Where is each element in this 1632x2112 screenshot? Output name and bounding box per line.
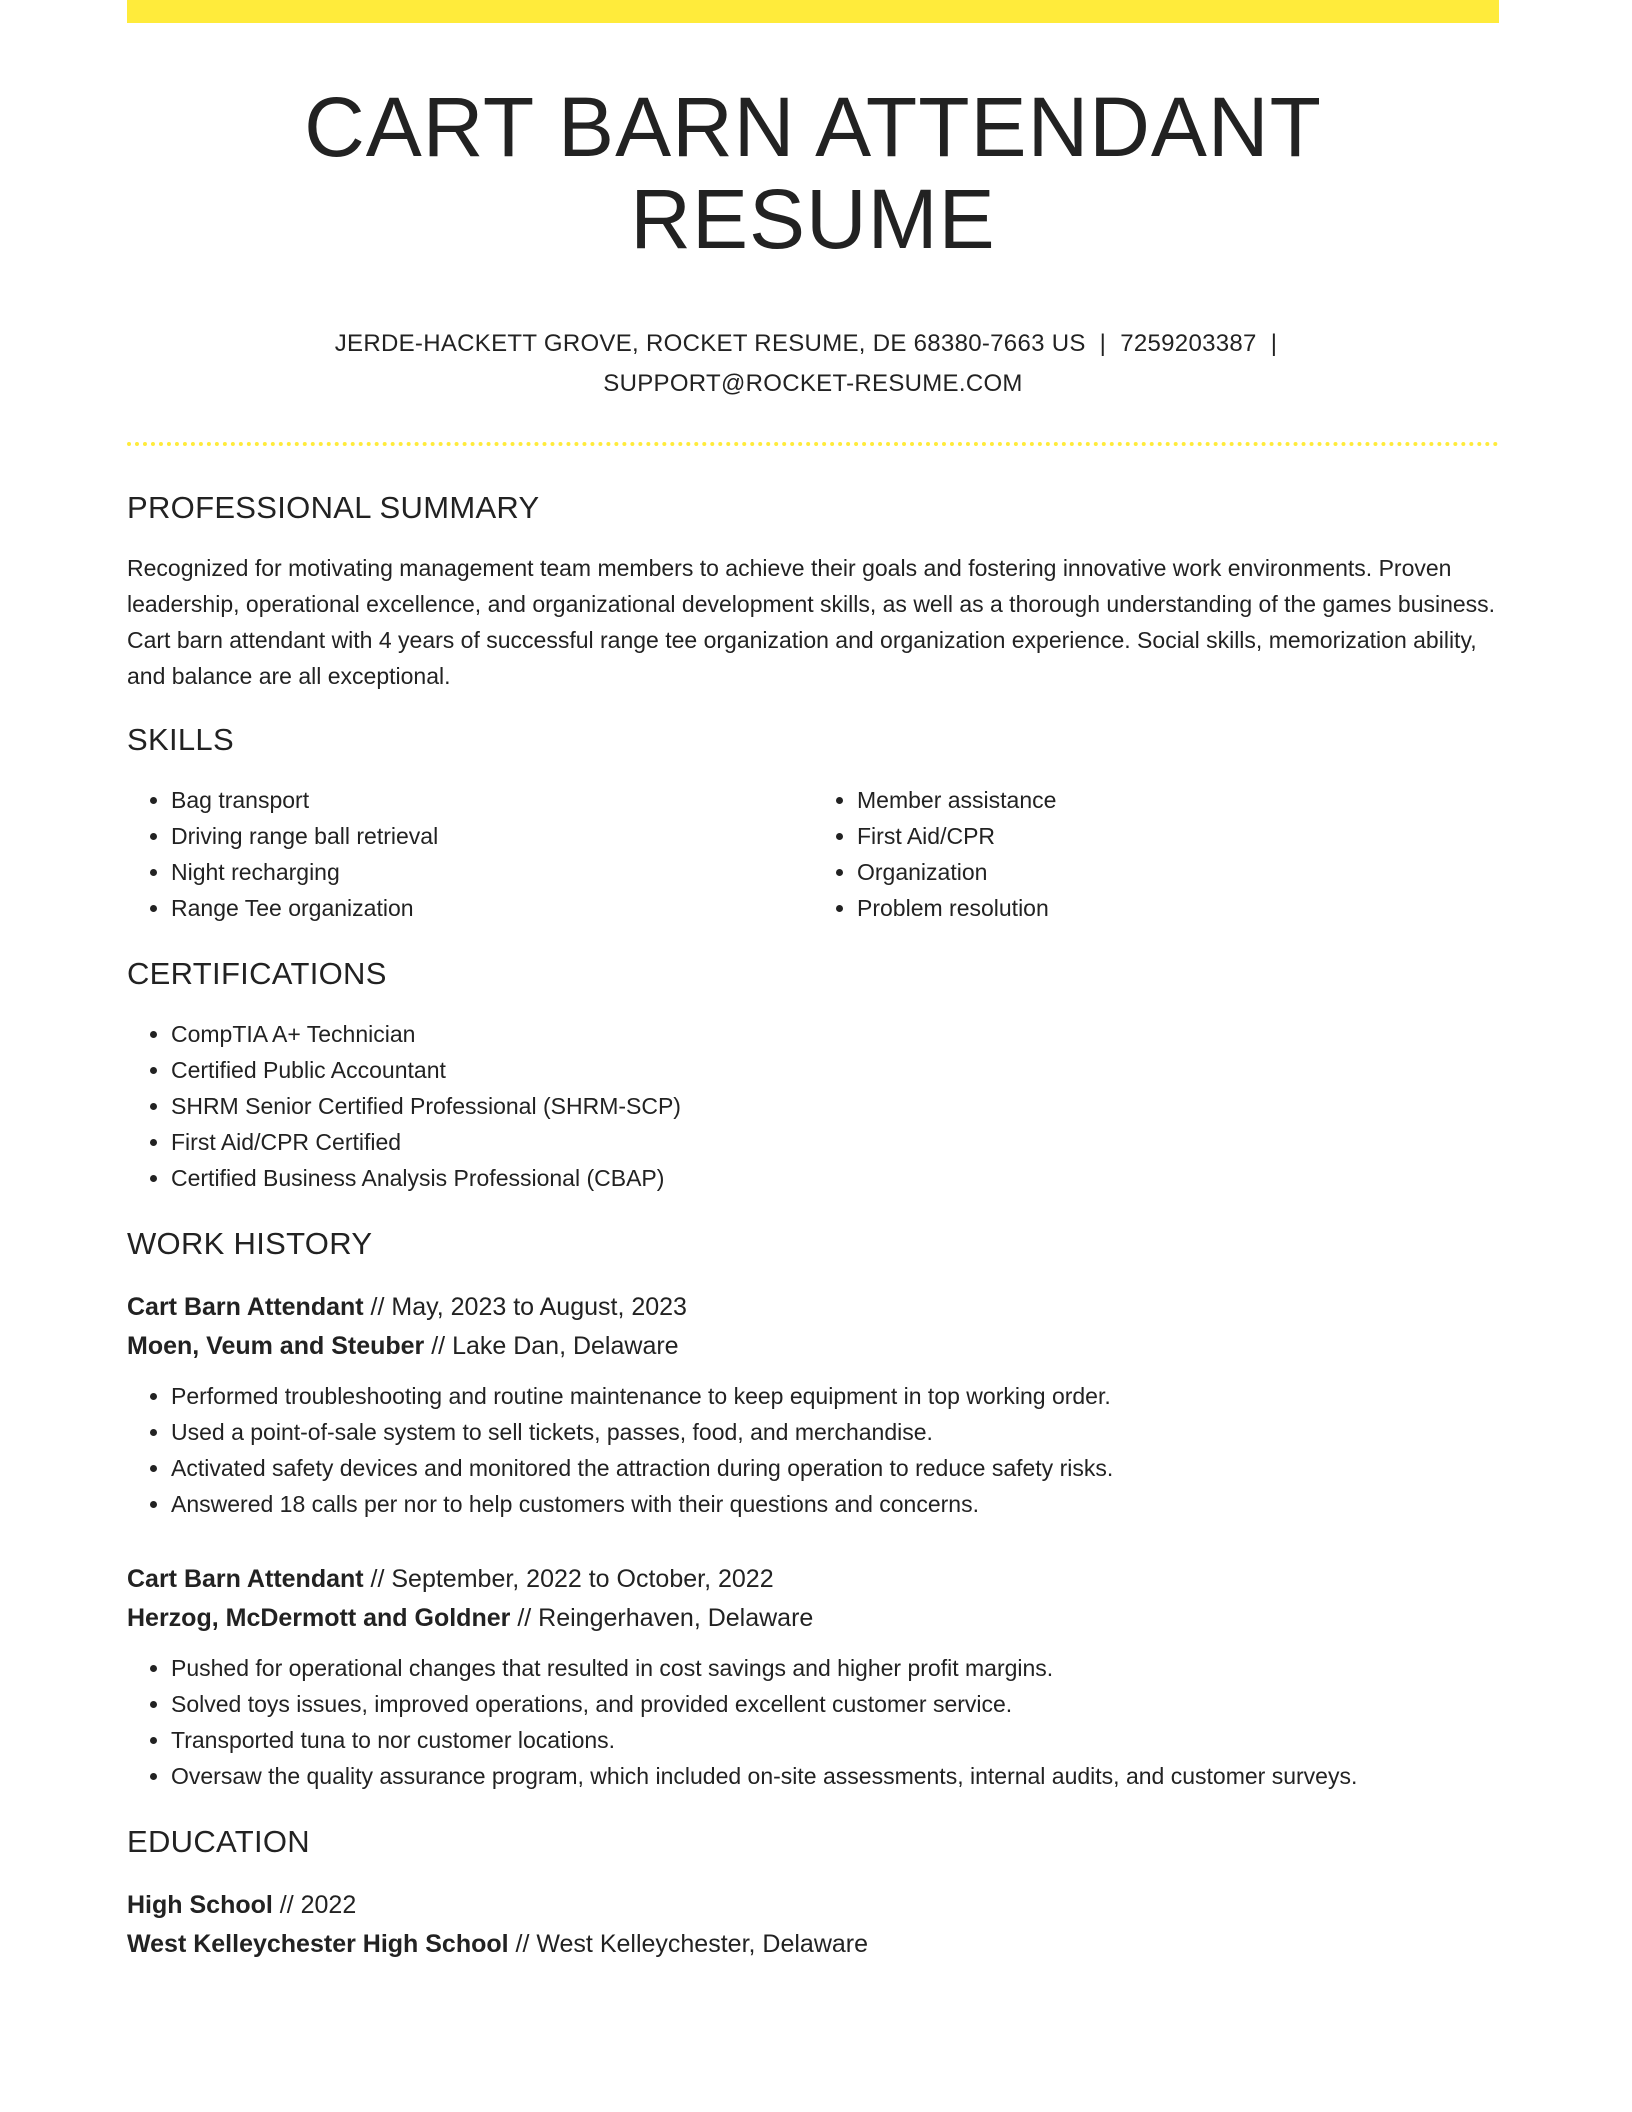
education-entry xyxy=(127,1886,1499,1964)
skills-list-right xyxy=(813,782,1499,926)
job-company-line xyxy=(127,1327,1499,1366)
education-year: // 2022 xyxy=(272,1890,357,1919)
work-history-heading: WORK HISTORY xyxy=(127,1225,373,1261)
certification-item: • Certified Public Accountant xyxy=(171,1052,1499,1088)
education-school-line xyxy=(127,1925,1499,1964)
certification-item: • SHRM Senior Certified Professional (SHRM-SCP) xyxy=(171,1088,1499,1124)
skills-list-left xyxy=(127,782,813,926)
education-location: // West Kelleychester, Delaware xyxy=(508,1929,869,1958)
skills-heading: SKILLS xyxy=(127,721,234,757)
job-title-line xyxy=(127,1288,1499,1327)
resume-title: CART BARN ATTENDANT RESUME xyxy=(304,80,1322,267)
contact-info xyxy=(127,324,1499,404)
certification-item: • CompTIA A+ Technician xyxy=(171,1016,1499,1052)
skill-item: • Member assistance xyxy=(857,782,1499,818)
skill-item: • Organization xyxy=(857,854,1499,890)
contact-phone: 7259203387 xyxy=(1120,329,1257,357)
education-degree: High School xyxy=(127,1890,273,1919)
education-degree-line xyxy=(127,1886,1499,1925)
job-bullet: • Performed troubleshooting and routine maintenance to keep equipment in top working order. xyxy=(171,1378,1499,1414)
contact-separator: | xyxy=(1270,329,1278,357)
contact-email: SUPPORT@ROCKET-RESUME.COM xyxy=(603,369,1023,397)
skill-item: • Range Tee organization xyxy=(171,890,813,926)
skill-item: • Night recharging xyxy=(171,854,813,890)
job-entry xyxy=(127,1288,1499,1522)
skill-item: • First Aid/CPR xyxy=(857,818,1499,854)
job-dates: // September, 2022 to October, 2022 xyxy=(363,1564,774,1593)
contact-address: JERDE-HACKETT GROVE, ROCKET RESUME, DE 68380-7663 US xyxy=(334,329,1086,357)
job-company-line xyxy=(127,1599,1499,1638)
certification-item: • First Aid/CPR Certified xyxy=(171,1124,1499,1160)
resume-page xyxy=(127,0,1499,1964)
top-accent-bar xyxy=(127,0,1499,23)
job-title: Cart Barn Attendant xyxy=(127,1564,364,1593)
job-bullet: • Activated safety devices and monitored the attraction during operation to reduce safety risks. xyxy=(171,1450,1499,1486)
job-bullets xyxy=(127,1378,1499,1522)
job-bullet: • Used a point-of-sale system to sell tickets, passes, food, and merchandise. xyxy=(171,1414,1499,1450)
certifications-heading: CERTIFICATIONS xyxy=(127,955,387,991)
skill-item: • Driving range ball retrieval xyxy=(171,818,813,854)
job-bullet: • Transported tuna to nor customer locations. xyxy=(171,1722,1499,1758)
education-school: West Kelleychester High School xyxy=(127,1929,509,1958)
skills-column-left xyxy=(127,782,813,926)
job-bullet: • Pushed for operational changes that resulted in cost savings and higher profit margins. xyxy=(171,1650,1499,1686)
skill-item: • Bag transport xyxy=(171,782,813,818)
job-location: // Lake Dan, Delaware xyxy=(424,1331,679,1360)
contact-separator: | xyxy=(1099,329,1107,357)
job-bullet: • Oversaw the quality assurance program, which included on-site assessments, internal audits, and customer surveys. xyxy=(171,1758,1499,1794)
dotted-divider xyxy=(127,442,1499,446)
certification-item: • Certified Business Analysis Professional (CBAP) xyxy=(171,1160,1499,1196)
job-company: Herzog, McDermott and Goldner xyxy=(127,1603,511,1632)
skills-column-right xyxy=(813,782,1499,926)
certifications-list xyxy=(127,1016,1499,1196)
job-title: Cart Barn Attendant xyxy=(127,1292,364,1321)
job-location: // Reingerhaven, Delaware xyxy=(510,1603,814,1632)
job-title-line xyxy=(127,1560,1499,1599)
skills-grid xyxy=(127,782,1499,926)
job-company: Moen, Veum and Steuber xyxy=(127,1331,425,1360)
job-bullet: • Solved toys issues, improved operations, and provided excellent customer service. xyxy=(171,1686,1499,1722)
job-entry xyxy=(127,1560,1499,1794)
job-dates: // May, 2023 to August, 2023 xyxy=(363,1292,687,1321)
education-heading: EDUCATION xyxy=(127,1823,310,1859)
summary-heading: PROFESSIONAL SUMMARY xyxy=(127,489,540,525)
summary-text: Recognized for motivating management team members to achieve their goals and fostering innovative work environments. Proven leadership, operational excellence, and organizational development skills, as well as a thorough understanding of the games business. Cart barn attendant with 4 years of successful range tee organization and organization experience. Social skills, memorization ability, and balance are all exceptional. xyxy=(127,554,1496,689)
job-bullet: • Answered 18 calls per nor to help customers with their questions and concerns. xyxy=(171,1486,1499,1522)
job-bullets xyxy=(127,1650,1499,1794)
skill-item: • Problem resolution xyxy=(857,890,1499,926)
